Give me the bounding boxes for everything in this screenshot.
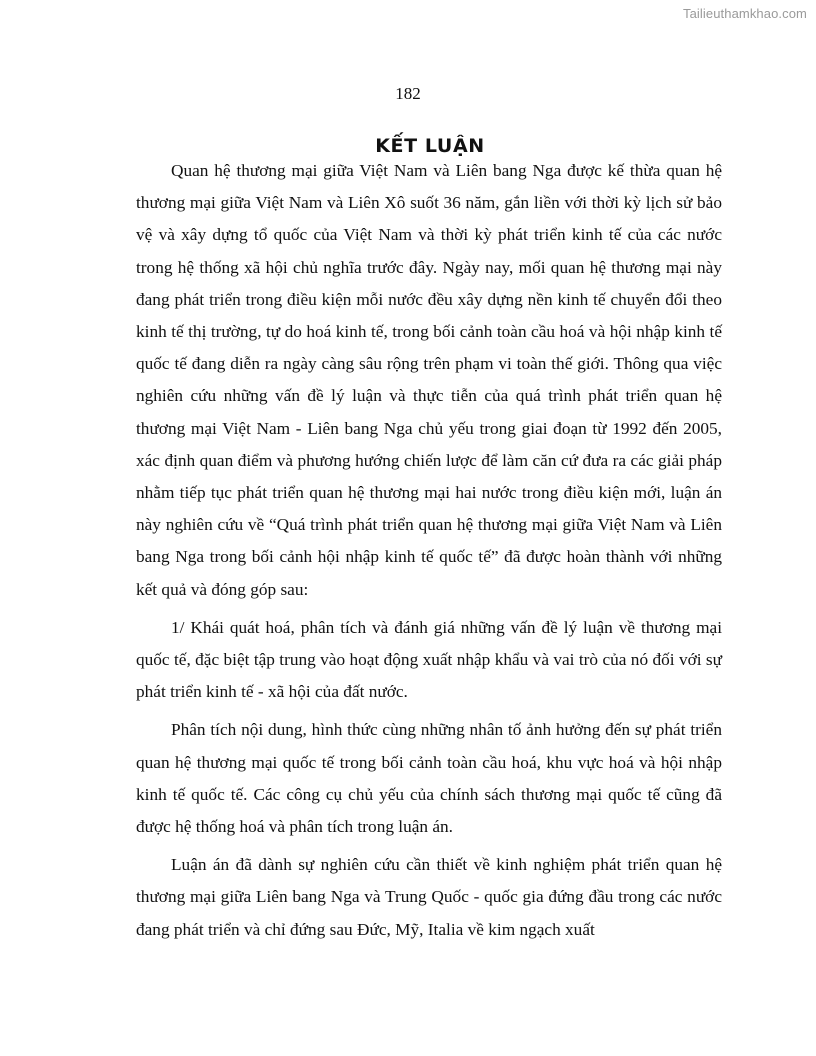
- paragraph: 1/ Khái quát hoá, phân tích và đánh giá những vấn đề lý luận về thương mại quốc tế, đặc biệt tập trung vào hoạt động xuất nhập khẩu và vai trò của nó đối với sự phát triển kinh tế - xã hội của đất nước.: [136, 617, 722, 702]
- paragraph: Luận án đã dành sự nghiên cứu cần thiết về kinh nghiệm phát triển quan hệ thương mại giữa Liên bang Nga và Trung Quốc - quốc gia đứng đầu trong các nước đang phát triển và chỉ đứng sau Đức, Mỹ, Italia về kim ngạch xuất: [136, 855, 722, 939]
- page-number: 182: [395, 84, 421, 103]
- watermark: Tailieuthamkhao.com: [682, 6, 807, 21]
- chapter-title: KẾT LUẬN: [375, 135, 485, 157]
- body-text: [136, 155, 722, 952]
- paragraph: Phân tích nội dung, hình thức cùng những nhân tố ảnh hưởng đến sự phát triển quan hệ thương mại quốc tế trong bối cảnh toàn cầu hoá, khu vực hoá và hội nhập kinh tế quốc tế. Các công cụ chủ yếu của chính sách thương mại quốc tế cũng đã được hệ thống hoá và phân tích trong luận án.: [136, 720, 722, 837]
- paragraph: Quan hệ thương mại giữa Việt Nam và Liên bang Nga được kế thừa quan hệ thương mại giữa Việt Nam và Liên Xô suốt 36 năm, gắn liền với thời kỳ lịch sử bảo vệ và xây dựng tổ quốc của Việt Nam và thời kỳ phát triển kinh tế của các nước trong hệ thống xã hội chủ nghĩa trước đây. Ngày nay, mối quan hệ thương mại này đang phát triển trong điều kiện mỗi nước đều xây dựng nền kinh tế chuyển đổi theo kinh tế thị trường, tự do hoá kinh tế, trong bối cảnh toàn cầu hoá và hội nhập kinh tế quốc tế đang diễn ra ngày càng sâu rộng trên phạm vi toàn thế giới. Thông qua việc nghiên cứu những vấn đề lý luận và thực tiễn của quá trình phát triển quan hệ thương mại Việt Nam - Liên bang Nga chủ yếu trong giai đoạn từ 1992 đến 2005, xác định quan điểm và phương hướng chiến lược để làm căn cứ đưa ra các giải pháp nhằm tiếp tục phát triển quan hệ thương mại hai nước trong điều kiện mới, luận án này nghiên cứu về “Quá trình phát triển quan hệ thương mại giữa Việt Nam và Liên bang Nga trong bối cảnh hội nhập kinh tế quốc tế” đã được hoàn thành với những kết quả và đóng góp sau:: [136, 161, 722, 599]
